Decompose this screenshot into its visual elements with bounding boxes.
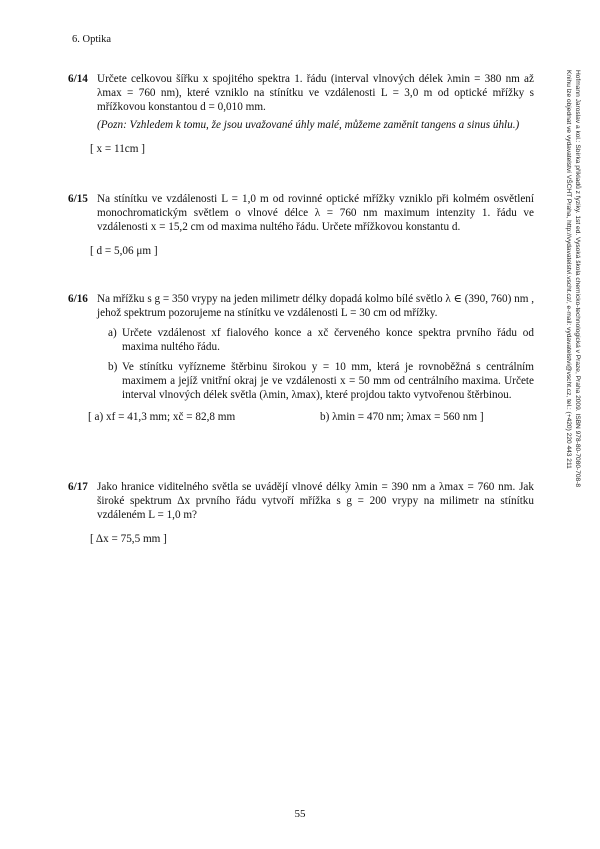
- problem-number: 6/15: [68, 193, 88, 205]
- problem-answer: [ Δx = 75,5 mm ]: [90, 533, 167, 545]
- problem-number: 6/14: [68, 73, 88, 85]
- problem-note: (Pozn: Vzhledem k tomu, že jsou uvažované úhly malé, můžeme zaměnit tangens a sinus úhlu.): [97, 119, 520, 131]
- side-note-line-1: Hofmann Jaroslav a kol.: Sbírka příkladů z fyziky. 1st ed. Vysoká škola chemicko-technologická v Praze, Praha 2009. ISBN 978-80-7080-708-8: [574, 70, 581, 488]
- problem-number: 6/17: [68, 481, 88, 493]
- subquestion-text: Určete vzdálenost xf fialového konce a xč červeného konce spektra prvního řádu od maxima nultého řádu.: [122, 327, 534, 353]
- subquestion-label: a): [108, 327, 117, 339]
- subquestion-label: b): [108, 361, 118, 373]
- problem-answer: [ d = 5,06 μm ]: [90, 245, 158, 257]
- problem-6-14: [68, 72, 534, 156]
- side-note-line-2: Knihu lze objednat ve vydavatelství VŠCHT Praha, http://vydavatelstvi.vscht.cz/, e-mail: vydavatelstvi@vscht.cz, tel.: (+420) 220 443 211: [565, 70, 573, 469]
- problem-6-17: [68, 480, 534, 546]
- chapter-header: 6. Optika: [72, 34, 112, 45]
- page-number: 55: [294, 808, 306, 820]
- subquestion-a: [108, 326, 534, 354]
- problem-text: Na stínítku ve vzdálenosti L = 1,0 m od rovinné optické mřížky vzniklo při kolmém osvětlení monochromatickým světlem o vlnové délce λ = 760 nm maximum intenzity 1. řádu ve vzdálenosti x = 15,2 cm od maxima nultého řádu. Určete mřížkovou konstantu d.: [97, 193, 534, 233]
- subquestion-text: Ve stínítku vyřízneme štěrbinu širokou y = 10 mm, která je rovnoběžná s centrálním maximem a jejíž vnitřní okraj je ve vzdálenosti x = 50 mm od centrálního maxima. Určete interval vlnových délek světla (λmin, λmax), které projdou takto vytvořenou štěrbinou.: [122, 361, 534, 401]
- problem-answer: [ x = 11cm ]: [90, 143, 145, 155]
- problem-6-16: [68, 292, 534, 424]
- problem-6-15: [68, 192, 534, 258]
- problem-text: Určete celkovou šířku x spojitého spektra 1. řádu (interval vlnových délek λmin = 380 nm až λmax = 760 nm), které vzniklo na stínítku ve vzdálenosti L = 3,0 m od optické mřížky s mřížkovou konstantou d = 0,010 mm.: [97, 73, 534, 113]
- problem-number: 6/16: [68, 293, 88, 305]
- problem-text: Na mřížku s g = 350 vrypy na jeden milimetr délky dopadá kolmo bílé světlo λ ∈ (390, 760) nm , jehož spektrum pozorujeme na stínítku ve vzdálenosti L = 30 cm od mřížky.: [97, 293, 534, 319]
- problem-answer: [88, 410, 534, 424]
- subquestion-b: [108, 360, 534, 402]
- answer-a: [ a) xf = 41,3 mm; xč = 82,8 mm: [88, 411, 236, 423]
- problem-text: Jako hranice viditelného světla se uvádějí vlnové délky λmin = 390 nm a λmax = 760 nm. Jak široké spektrum Δx prvního řádu vytvoří mřížka s g = 200 vrypy na milimetr na stínítku vzdáleném L = 1,0 m?: [97, 481, 534, 521]
- answer-b: b) λmin = 470 nm; λmax = 560 nm ]: [320, 411, 484, 423]
- publisher-side-note: [563, 70, 581, 590]
